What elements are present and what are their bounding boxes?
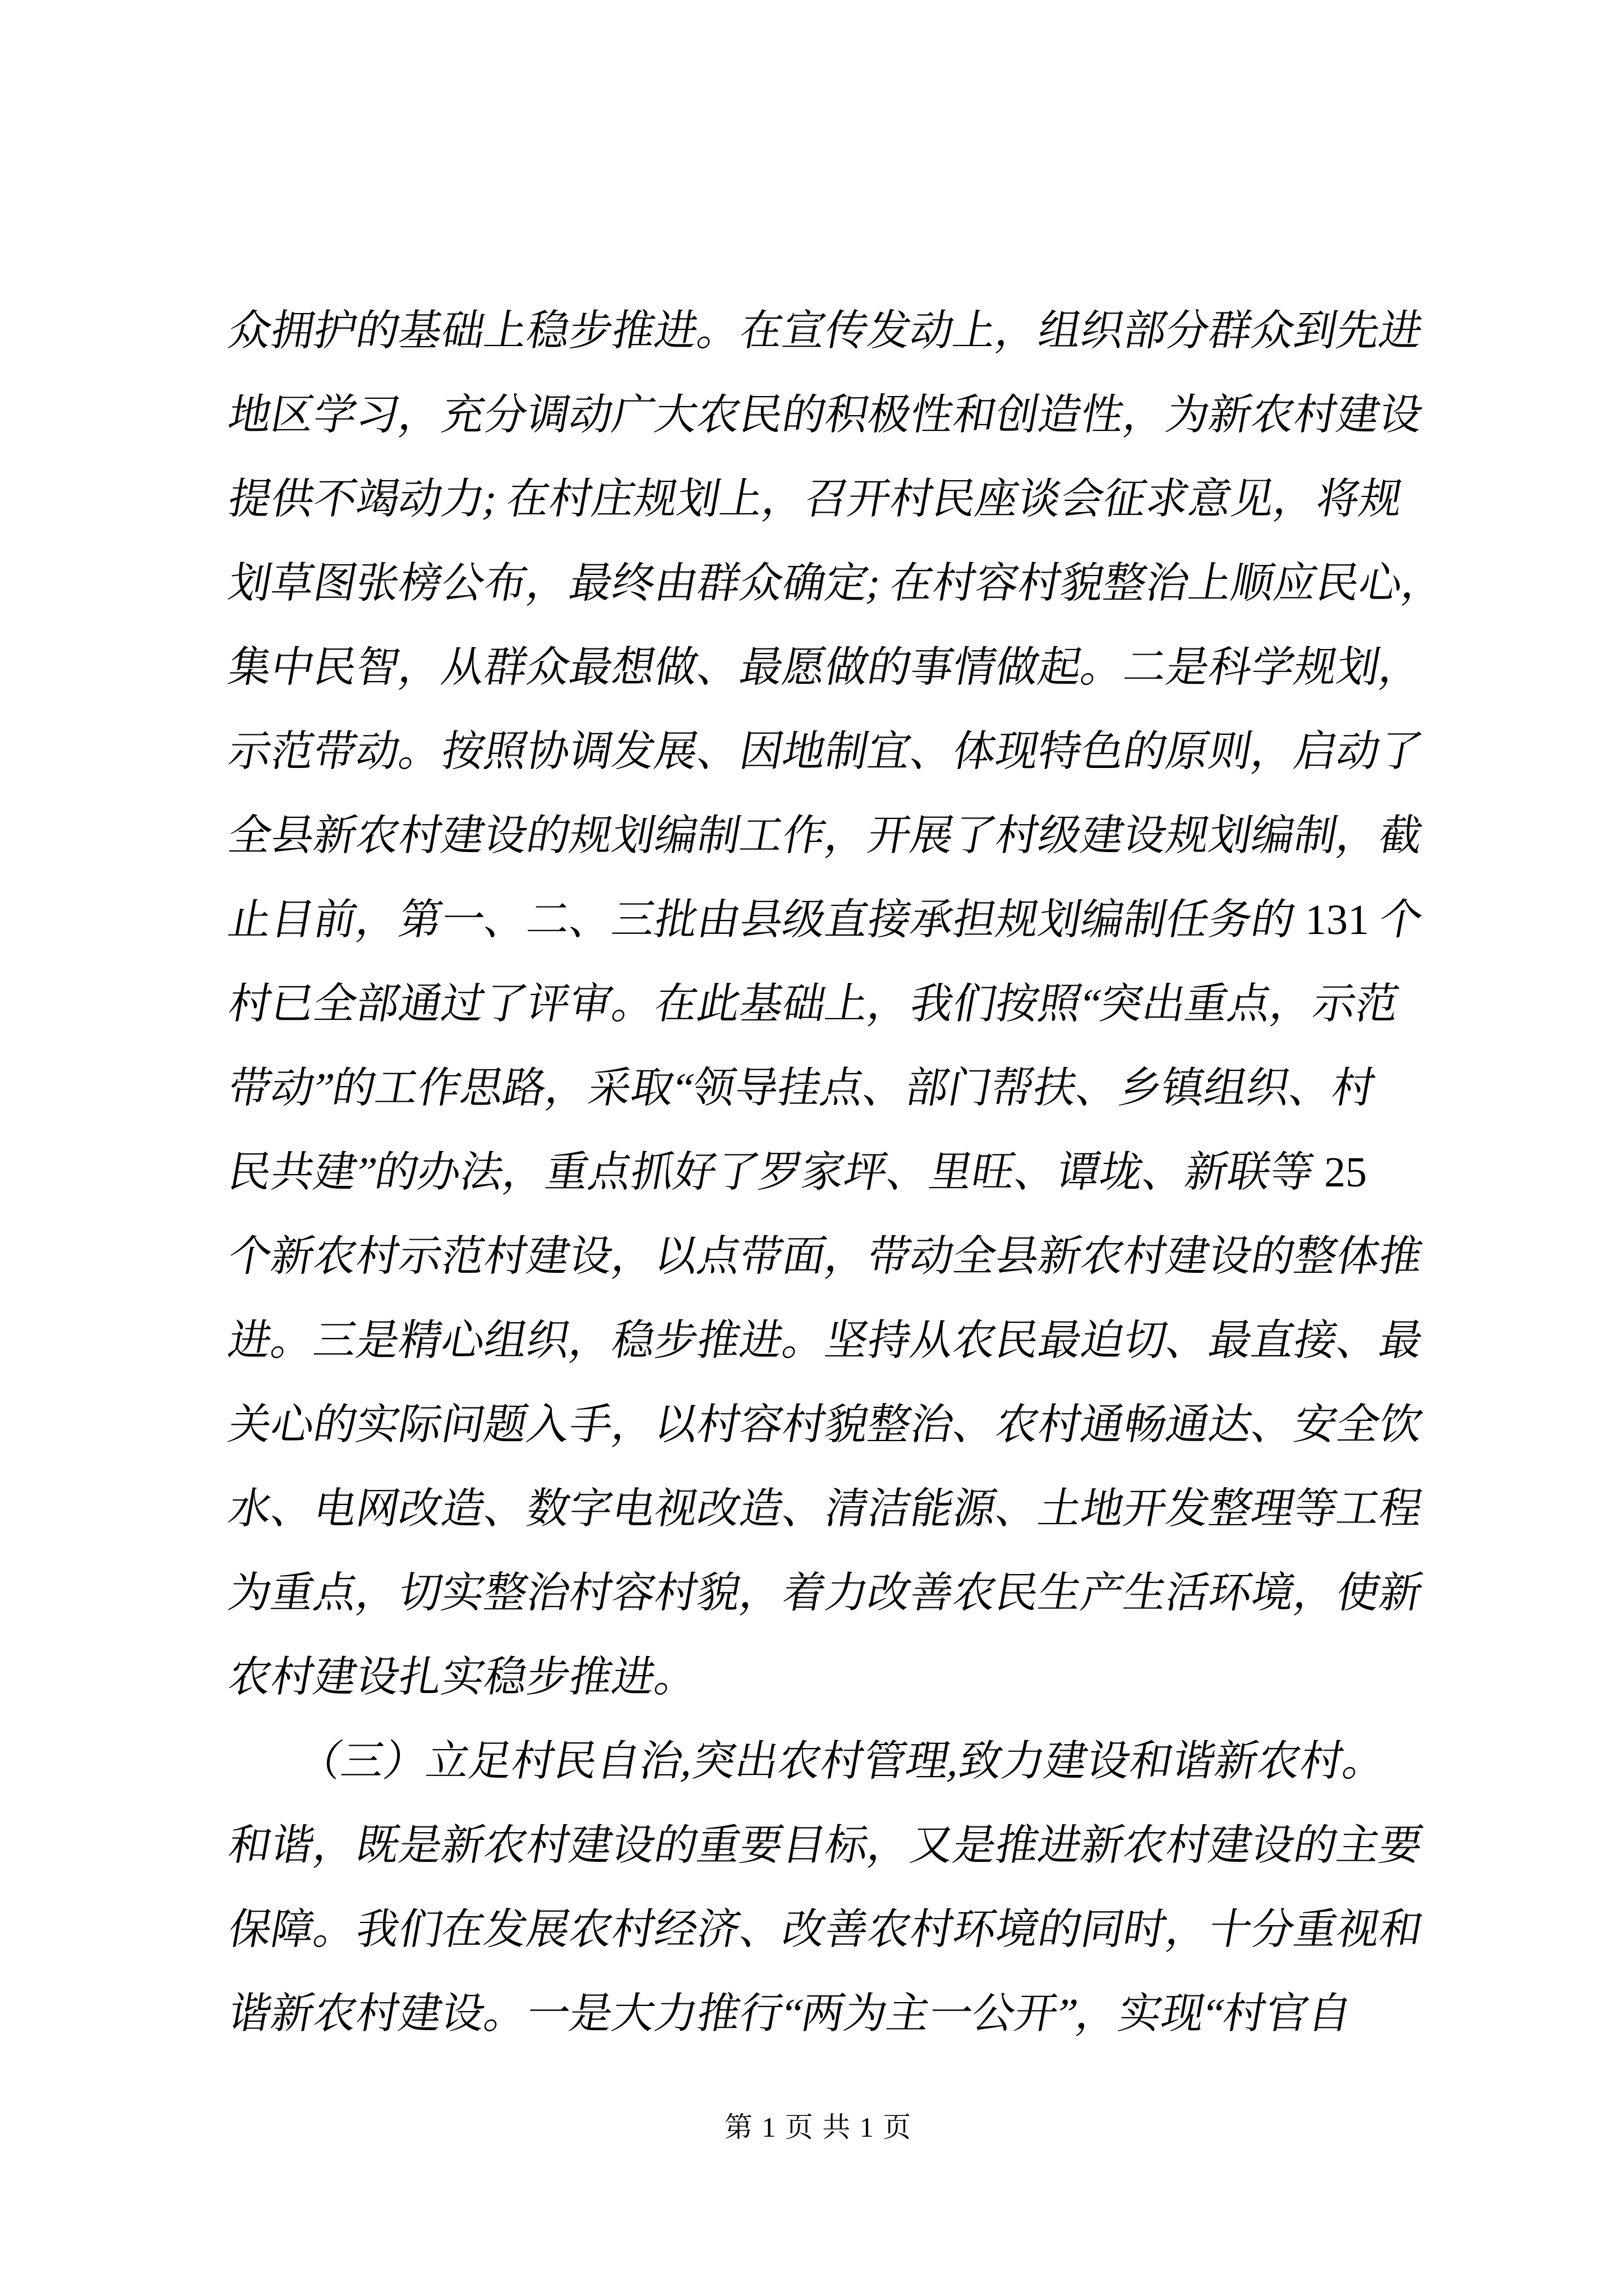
body-line: 保障。我们在发展农村经济、改善农村环境的同时，十分重视和 [224,1906,1427,1953]
body-line: 关心的实际问题入手，以村容村貌整治、农村通畅通达、安全饮 [224,1401,1427,1448]
upright-number: 131 [1305,896,1370,944]
body-line: 止目前，第一、二、三批由县级直接承担规划编制任务的 131 个 [222,878,1537,962]
body-line: 划草图张榜公布，最终由群众确定; 在村容村貌整治上顺应民心， [224,560,1449,607]
body-line: 提供不竭动力; 在村庄规划上，召开村民座谈会征求意见，将规 [224,476,1407,523]
body-line: 民共建”的办法，重点抓好了罗家坪、里旺、谭垅、新联等 25 [222,1130,1537,1214]
body-line: 集中民智，从群众最想做、最愿做的事情做起。二是科学规划， [224,644,1427,691]
document-body [222,289,1523,2056]
body-line: 众拥护的基础上稳步推进。在宣传发动上，组织部分群众到先进 [224,307,1427,355]
body-line: 为重点，切实整治村容村貌，着力改善农民生产生活环境，使新 [224,1570,1427,1617]
body-line: 村已全部通过了评审。在此基础上，我们按照“突出重点，示范 [224,981,1403,1028]
body-line: 进。三是精心组织，稳步推进。坚持从农民最迫切、最直接、最 [224,1317,1427,1364]
body-line: 谐新农村建设。一是大力推行“两为主一公开”，实现“村官自 [224,1990,1355,2037]
page-number-label: 第 1 页 共 1 页 [724,2111,912,2143]
upright-number: 25 [1324,1149,1367,1196]
body-line: 农村建设扎实稳步推进。 [224,1654,702,1701]
body-line: 带动”的工作思路，采取“领导挂点、部门帮扶、乡镇组织、村 [224,1065,1380,1112]
body-line: 个新农村示范村建设，以点带面，带动全县新农村建设的整体推 [224,1233,1427,1280]
page-footer [222,2110,1415,2144]
body-line: 全县新农村建设的规划编制工作，开展了村级建设规划编制，截 [224,812,1427,859]
body-line: 地区学习，充分调动广大农民的积极性和创造性，为新农村建设 [224,392,1427,439]
body-line: 水、电网改造、数字电视改造、清洁能源、土地开发整理等工程 [224,1485,1427,1533]
body-line: 示范带动。按照协调发展、因地制宜、体现特色的原则，启动了 [224,728,1427,775]
body-line-paragraph-start: （三）立足村民自治,突出农村管理,致力建设和谐新农村。 [294,1738,1390,1785]
body-line: 和谐，既是新农村建设的重要目标，又是推进新农村建设的主要 [224,1822,1427,1869]
